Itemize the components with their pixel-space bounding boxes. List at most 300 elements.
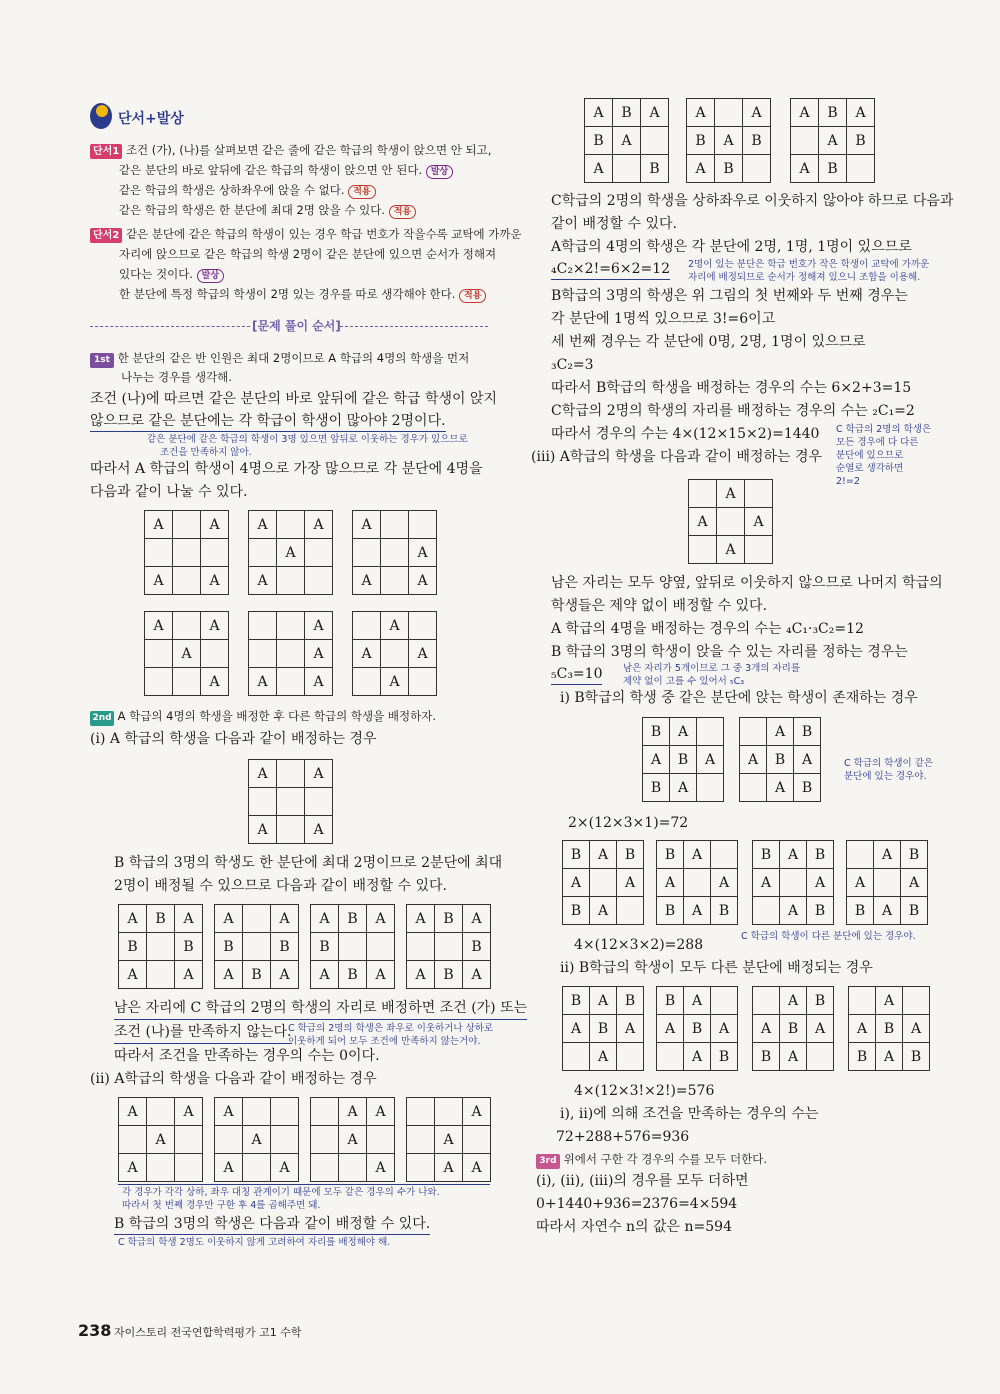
- seat-cell: A: [780, 1043, 807, 1071]
- clue-tag: 단서1: [90, 144, 122, 159]
- seat-cell: B: [715, 155, 743, 183]
- seat-grid: [248, 510, 333, 595]
- seat-cell: A: [657, 869, 684, 897]
- seat-cell: [243, 933, 271, 961]
- seat-cell: A: [689, 508, 717, 536]
- apply-pill: 적용: [459, 289, 486, 303]
- seat-cell: [367, 933, 395, 961]
- seat-grid: [144, 611, 229, 696]
- clue-tag: 단서2: [90, 228, 122, 243]
- seat-cell: B: [271, 933, 299, 961]
- seat-grid: [656, 986, 738, 1071]
- seat-cell: [613, 155, 641, 183]
- seat-cell: A: [381, 612, 409, 640]
- seat-cell: A: [145, 567, 173, 595]
- seat-cell: [145, 539, 173, 567]
- seat-cell: A: [684, 841, 711, 869]
- seat-cell: A: [807, 869, 834, 897]
- divider: [90, 326, 250, 327]
- seat-cell: A: [201, 567, 229, 595]
- seat-cell: B: [563, 897, 590, 925]
- seat-cell: A: [767, 774, 794, 802]
- seat-cell: A: [407, 961, 435, 989]
- seat-cell: [697, 774, 724, 802]
- seat-cell: A: [381, 668, 409, 696]
- seat-cell: B: [753, 1043, 780, 1071]
- seat-cell: A: [780, 897, 807, 925]
- seat-cell: A: [463, 1154, 491, 1182]
- seat-cell: [277, 668, 305, 696]
- seat-cell: A: [367, 961, 395, 989]
- seat-grid: [790, 98, 875, 183]
- seat-cell: A: [249, 668, 277, 696]
- seat-cell: B: [590, 1015, 617, 1043]
- seat-grid: [406, 904, 491, 989]
- seat-cell: B: [311, 933, 339, 961]
- seat-cell: [463, 1126, 491, 1154]
- seat-grid: [752, 840, 834, 925]
- seat-cell: A: [175, 961, 203, 989]
- seat-cell: B: [585, 127, 613, 155]
- seat-cell: [563, 1043, 590, 1071]
- seat-cell: B: [807, 841, 834, 869]
- seat-cell: [277, 760, 305, 788]
- seat-cell: B: [563, 987, 590, 1015]
- seat-cell: A: [435, 1154, 463, 1182]
- seat-cell: [201, 539, 229, 567]
- seat-cell: A: [215, 905, 243, 933]
- seat-cell: [173, 567, 201, 595]
- step-3: 3rd 위에서 구한 각 경우의 수를 모두 더한다.: [536, 1149, 767, 1169]
- seat-cell: A: [215, 961, 243, 989]
- seat-cell: [367, 1126, 395, 1154]
- seat-cell: B: [819, 99, 847, 127]
- seat-cell: A: [435, 1126, 463, 1154]
- seat-cell: A: [657, 1015, 684, 1043]
- seat-grid: [656, 840, 738, 925]
- seat-cell: [617, 897, 644, 925]
- seat-cell: A: [590, 987, 617, 1015]
- seat-cell: B: [847, 897, 874, 925]
- seat-cell: A: [119, 961, 147, 989]
- seat-cell: A: [215, 1154, 243, 1182]
- seat-cell: A: [311, 961, 339, 989]
- seat-cell: A: [305, 640, 333, 668]
- seat-cell: A: [201, 668, 229, 696]
- apply-pill: 적용: [389, 205, 416, 219]
- seat-cell: [311, 1154, 339, 1182]
- seat-cell: [305, 539, 333, 567]
- seat-cell: [697, 718, 724, 746]
- seat-cell: [745, 536, 773, 564]
- seat-cell: [249, 539, 277, 567]
- seat-cell: A: [463, 905, 491, 933]
- seat-cell: [381, 640, 409, 668]
- seat-cell: [119, 1126, 147, 1154]
- seat-cell: A: [409, 640, 437, 668]
- seat-cell: [277, 511, 305, 539]
- seat-cell: A: [711, 869, 738, 897]
- seat-cell: B: [670, 746, 697, 774]
- seat-cell: [715, 99, 743, 127]
- seat-cell: B: [613, 99, 641, 127]
- seat-cell: [903, 987, 930, 1015]
- seat-cell: [249, 612, 277, 640]
- step-1: 1st 한 분단의 같은 반 인원은 최대 2명이므로 A 학급의 4명의 학생을 먼저: [90, 348, 469, 368]
- seat-grid: [118, 1097, 203, 1182]
- seat-cell: B: [617, 841, 644, 869]
- seat-cell: A: [780, 987, 807, 1015]
- seat-cell: B: [847, 127, 875, 155]
- seat-cell: [173, 612, 201, 640]
- seat-cell: [277, 788, 305, 816]
- head-icon: [88, 100, 114, 132]
- seat-cell: A: [147, 1126, 175, 1154]
- seat-cell: A: [119, 905, 147, 933]
- seat-cell: A: [684, 1043, 711, 1071]
- seat-cell: B: [643, 774, 670, 802]
- seat-cell: A: [684, 897, 711, 925]
- seat-cell: B: [435, 961, 463, 989]
- seat-cell: B: [711, 897, 738, 925]
- seat-cell: B: [617, 987, 644, 1015]
- seat-cell: [339, 933, 367, 961]
- seat-cell: B: [807, 897, 834, 925]
- seat-cell: [277, 567, 305, 595]
- seat-cell: [173, 668, 201, 696]
- seat-cell: A: [271, 961, 299, 989]
- seat-cell: B: [643, 718, 670, 746]
- seat-cell: [173, 511, 201, 539]
- seat-cell: [657, 1043, 684, 1071]
- seat-cell: [753, 897, 780, 925]
- seat-cell: A: [590, 897, 617, 925]
- seat-cell: [271, 1098, 299, 1126]
- seat-cell: A: [367, 1098, 395, 1126]
- seat-grid: [848, 986, 930, 1071]
- seat-cell: [753, 987, 780, 1015]
- seat-cell: [243, 905, 271, 933]
- seat-cell: B: [743, 127, 771, 155]
- header: [88, 100, 114, 136]
- seat-cell: [147, 961, 175, 989]
- seat-cell: A: [305, 511, 333, 539]
- seat-cell: A: [791, 99, 819, 127]
- seat-grid: [642, 717, 724, 802]
- seat-cell: A: [641, 99, 669, 127]
- section-title: 단서+발상: [118, 111, 184, 127]
- hint-pill: 발상: [426, 165, 453, 179]
- seat-cell: A: [119, 1154, 147, 1182]
- seat-cell: [711, 987, 738, 1015]
- clue-1: 단서1 조건 (가), (나)를 살펴보면 같은 줄에 같은 학급의 학생이 앉으면 안 되고,: [90, 140, 491, 160]
- seat-cell: [617, 1043, 644, 1071]
- seat-cell: B: [767, 746, 794, 774]
- seat-cell: A: [271, 1154, 299, 1182]
- seat-cell: [201, 640, 229, 668]
- seat-cell: [305, 788, 333, 816]
- clue-2: 단서2 같은 분단에 같은 학급의 학생이 있는 경우 학급 번호가 작을수록 교탁에 가까운: [90, 224, 522, 244]
- seat-cell: A: [617, 1015, 644, 1043]
- seat-cell: A: [613, 127, 641, 155]
- seat-cell: [175, 1154, 203, 1182]
- seat-cell: [689, 536, 717, 564]
- seat-grid: [214, 904, 299, 989]
- seat-grid: [248, 611, 333, 696]
- seat-cell: B: [243, 961, 271, 989]
- seat-cell: A: [271, 905, 299, 933]
- seat-grid: [562, 840, 644, 925]
- seat-cell: A: [463, 1098, 491, 1126]
- seat-cell: A: [145, 511, 173, 539]
- seat-cell: [353, 612, 381, 640]
- seat-cell: [711, 841, 738, 869]
- seat-cell: [409, 511, 437, 539]
- seat-cell: A: [201, 511, 229, 539]
- seat-cell: A: [819, 127, 847, 155]
- seat-cell: A: [305, 816, 333, 844]
- seat-cell: A: [670, 774, 697, 802]
- seat-cell: A: [305, 760, 333, 788]
- divider: [340, 326, 488, 327]
- seat-cell: A: [874, 897, 901, 925]
- seat-cell: A: [175, 1098, 203, 1126]
- seat-cell: A: [753, 869, 780, 897]
- seat-cell: [847, 155, 875, 183]
- seat-cell: B: [794, 774, 821, 802]
- seat-grid: [688, 479, 773, 564]
- seat-cell: A: [876, 987, 903, 1015]
- seat-cell: [173, 539, 201, 567]
- seat-cell: [780, 869, 807, 897]
- seat-cell: A: [277, 539, 305, 567]
- seat-cell: [409, 612, 437, 640]
- seat-cell: A: [119, 1098, 147, 1126]
- seat-cell: B: [563, 841, 590, 869]
- seat-cell: [277, 640, 305, 668]
- seat-cell: B: [849, 1043, 876, 1071]
- seat-cell: [407, 1154, 435, 1182]
- seat-cell: [849, 987, 876, 1015]
- seat-cell: [407, 933, 435, 961]
- seat-cell: A: [684, 987, 711, 1015]
- seat-cell: B: [339, 905, 367, 933]
- seat-cell: [381, 567, 409, 595]
- seat-cell: B: [876, 1015, 903, 1043]
- seat-cell: [145, 668, 173, 696]
- seat-cell: [305, 567, 333, 595]
- seat-cell: [243, 1098, 271, 1126]
- seat-cell: A: [849, 1015, 876, 1043]
- seat-cell: A: [876, 1043, 903, 1071]
- apply-pill: 적용: [348, 185, 375, 199]
- seat-cell: [874, 869, 901, 897]
- seat-cell: [175, 1126, 203, 1154]
- seat-cell: A: [409, 567, 437, 595]
- seat-cell: A: [305, 612, 333, 640]
- seat-cell: [145, 640, 173, 668]
- seat-cell: [147, 1098, 175, 1126]
- seat-cell: [381, 511, 409, 539]
- seat-grid: [352, 611, 437, 696]
- seat-grid: [310, 1097, 395, 1182]
- seat-cell: B: [463, 933, 491, 961]
- seat-cell: A: [339, 1098, 367, 1126]
- seat-cell: [353, 668, 381, 696]
- seat-cell: A: [794, 746, 821, 774]
- seat-cell: A: [901, 869, 928, 897]
- seat-cell: [381, 539, 409, 567]
- seat-cell: A: [617, 869, 644, 897]
- seat-cell: B: [687, 127, 715, 155]
- seat-cell: A: [215, 1098, 243, 1126]
- seat-cell: [435, 1098, 463, 1126]
- seat-grid: [118, 904, 203, 989]
- seat-cell: [339, 1154, 367, 1182]
- step-tag: 3rd: [536, 1154, 560, 1169]
- seat-cell: A: [753, 1015, 780, 1043]
- seat-cell: [353, 539, 381, 567]
- seat-cell: B: [903, 1043, 930, 1071]
- seat-cell: A: [767, 718, 794, 746]
- seat-cell: A: [339, 1126, 367, 1154]
- seat-cell: [407, 1126, 435, 1154]
- seat-cell: [740, 718, 767, 746]
- seat-cell: B: [753, 841, 780, 869]
- seat-cell: A: [687, 155, 715, 183]
- seat-cell: A: [249, 511, 277, 539]
- seat-cell: [847, 841, 874, 869]
- seat-cell: A: [563, 1015, 590, 1043]
- seat-cell: [745, 480, 773, 508]
- seat-cell: A: [743, 99, 771, 127]
- seat-cell: [271, 1126, 299, 1154]
- book-title: 자이스토리 전국연합학력평가 고1 수학: [114, 1326, 302, 1339]
- seat-cell: B: [819, 155, 847, 183]
- seat-cell: [243, 1154, 271, 1182]
- seat-cell: A: [697, 746, 724, 774]
- seat-cell: [277, 816, 305, 844]
- seat-cell: B: [119, 933, 147, 961]
- seat-cell: [807, 1043, 834, 1071]
- seat-cell: A: [585, 99, 613, 127]
- order-title: [문제 풀이 순서]: [252, 319, 341, 333]
- seat-cell: B: [657, 841, 684, 869]
- seat-grid: [584, 98, 669, 183]
- seat-cell: A: [353, 640, 381, 668]
- seat-cell: A: [367, 905, 395, 933]
- seat-cell: B: [780, 1015, 807, 1043]
- seat-cell: B: [215, 933, 243, 961]
- seat-cell: [409, 668, 437, 696]
- seat-cell: A: [249, 816, 277, 844]
- seat-grid: [752, 986, 834, 1071]
- seat-cell: [407, 1098, 435, 1126]
- seat-cell: B: [657, 987, 684, 1015]
- seat-cell: A: [847, 869, 874, 897]
- seat-cell: B: [794, 718, 821, 746]
- seat-cell: [311, 1098, 339, 1126]
- seat-cell: [249, 640, 277, 668]
- seat-cell: [684, 869, 711, 897]
- hint-pill: 발상: [197, 269, 224, 283]
- seat-cell: A: [305, 668, 333, 696]
- seat-cell: A: [311, 905, 339, 933]
- seat-cell: [689, 480, 717, 508]
- seat-grid: [846, 840, 928, 925]
- step-2: 2nd A 학급의 4명의 학생을 배정한 후 다른 학급의 학생을 배정하자.: [90, 706, 436, 726]
- seat-cell: A: [745, 508, 773, 536]
- seat-cell: [743, 155, 771, 183]
- seat-cell: A: [563, 869, 590, 897]
- seat-grid: [248, 759, 333, 844]
- seat-cell: A: [243, 1126, 271, 1154]
- seat-cell: [435, 933, 463, 961]
- seat-cell: A: [145, 612, 173, 640]
- seat-cell: A: [463, 961, 491, 989]
- seat-cell: [277, 612, 305, 640]
- seat-cell: A: [590, 1043, 617, 1071]
- seat-cell: A: [367, 1154, 395, 1182]
- seat-cell: A: [249, 567, 277, 595]
- seat-cell: [147, 1154, 175, 1182]
- seat-cell: B: [339, 961, 367, 989]
- page-number: 238: [78, 1321, 112, 1340]
- seat-grid: [686, 98, 771, 183]
- seat-cell: B: [807, 987, 834, 1015]
- seat-cell: B: [901, 841, 928, 869]
- seat-cell: [311, 1126, 339, 1154]
- seat-cell: [590, 869, 617, 897]
- seat-cell: A: [201, 612, 229, 640]
- seat-cell: A: [847, 99, 875, 127]
- seat-cell: A: [903, 1015, 930, 1043]
- step-tag: 2nd: [90, 711, 114, 726]
- seat-cell: A: [711, 1015, 738, 1043]
- seat-cell: A: [585, 155, 613, 183]
- seat-cell: A: [175, 905, 203, 933]
- seat-cell: A: [173, 640, 201, 668]
- step-tag: 1st: [90, 353, 114, 368]
- seat-cell: A: [791, 155, 819, 183]
- seat-cell: [717, 508, 745, 536]
- seat-grid: [144, 510, 229, 595]
- seat-grid: [352, 510, 437, 595]
- seat-cell: B: [435, 905, 463, 933]
- seat-cell: B: [641, 155, 669, 183]
- seat-cell: B: [711, 1043, 738, 1071]
- seat-cell: A: [717, 480, 745, 508]
- seat-cell: [641, 127, 669, 155]
- seat-cell: A: [807, 1015, 834, 1043]
- seat-cell: A: [670, 718, 697, 746]
- seat-cell: A: [780, 841, 807, 869]
- seat-grid: [739, 717, 821, 802]
- seat-cell: [791, 127, 819, 155]
- seat-cell: A: [717, 536, 745, 564]
- seat-cell: A: [740, 746, 767, 774]
- seat-cell: B: [684, 1015, 711, 1043]
- seat-cell: A: [409, 539, 437, 567]
- seat-cell: B: [147, 905, 175, 933]
- seat-cell: A: [353, 511, 381, 539]
- seat-cell: [740, 774, 767, 802]
- seat-grid: [562, 986, 644, 1071]
- seat-cell: A: [687, 99, 715, 127]
- seat-cell: A: [249, 760, 277, 788]
- seat-cell: A: [715, 127, 743, 155]
- seat-cell: B: [175, 933, 203, 961]
